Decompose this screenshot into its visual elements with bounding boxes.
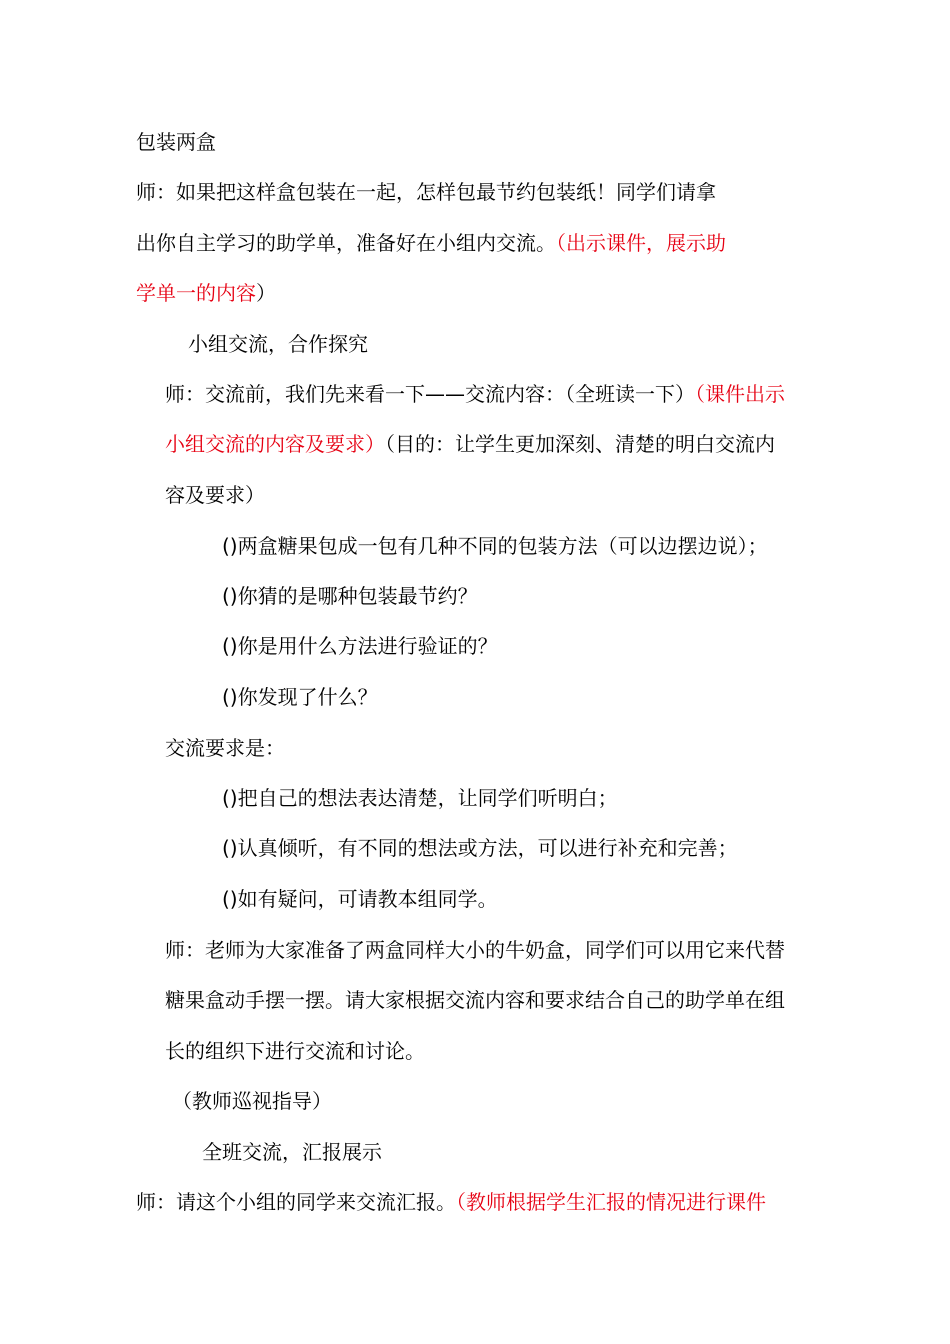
list-item: ()你猜的是哪种包装最节约？ xyxy=(222,584,478,608)
doc-line-8: 容及要求） xyxy=(165,483,265,507)
doc-line-4: 学单一的内容） xyxy=(136,281,276,305)
doc-line-7: 小组交流的内容及要求）（目的：让学生更加深刻、清楚的明白交流内 xyxy=(165,432,775,456)
section-heading: 小组交流，合作探究 xyxy=(188,332,368,356)
doc-line-19: 长的组织下进行交流和讨论。 xyxy=(165,1039,425,1063)
list-item: ()把自己的想法表达清楚，让同学们听明白； xyxy=(222,786,618,810)
doc-line-2: 师：如果把这样盒包装在一起，怎样包最节约包装纸！同学们请拿 xyxy=(136,180,716,204)
doc-line-17: 师：老师为大家准备了两盒同样大小的牛奶盒，同学们可以用它来代替 xyxy=(165,938,785,962)
highlight-text: （出示课件，展示助 xyxy=(556,231,726,255)
list-item: ()两盒糖果包成一包有几种不同的包装方法（可以边摆边说）； xyxy=(222,534,768,558)
doc-line-22: 师：请这个小组的同学来交流汇报。（教师根据学生汇报的情况进行课件 xyxy=(136,1190,766,1214)
highlight-text: （教师根据学生汇报的情况进行课件 xyxy=(456,1190,766,1214)
list-item: ()认真倾听，有不同的想法或方法，可以进行补充和完善； xyxy=(222,836,738,860)
list-item: ()你是用什么方法进行验证的？ xyxy=(222,634,498,658)
doc-line-1: 包装两盒 xyxy=(136,130,216,154)
list-item: ()如有疑问，可请教本组同学。 xyxy=(222,887,498,911)
section-heading: 全班交流，汇报展示 xyxy=(202,1140,382,1164)
doc-line-20: （教师巡视指导） xyxy=(172,1089,332,1113)
doc-line-3: 出你自主学习的助学单，准备好在小组内交流。（出示课件，展示助 xyxy=(136,231,726,255)
highlight-text: （课件出示 xyxy=(695,382,785,406)
doc-line-6: 师：交流前，我们先来看一下——交流内容：（全班读一下）（课件出示 xyxy=(165,382,785,406)
requirements-heading: 交流要求是： xyxy=(165,736,285,760)
highlight-text: 小组交流的内容及要求） xyxy=(165,432,385,456)
list-item: ()你发现了什么？ xyxy=(222,685,378,709)
highlight-text: 学单一的内容 xyxy=(136,281,256,305)
doc-line-18: 糖果盒动手摆一摆。请大家根据交流内容和要求结合自己的助学单在组 xyxy=(165,988,785,1012)
